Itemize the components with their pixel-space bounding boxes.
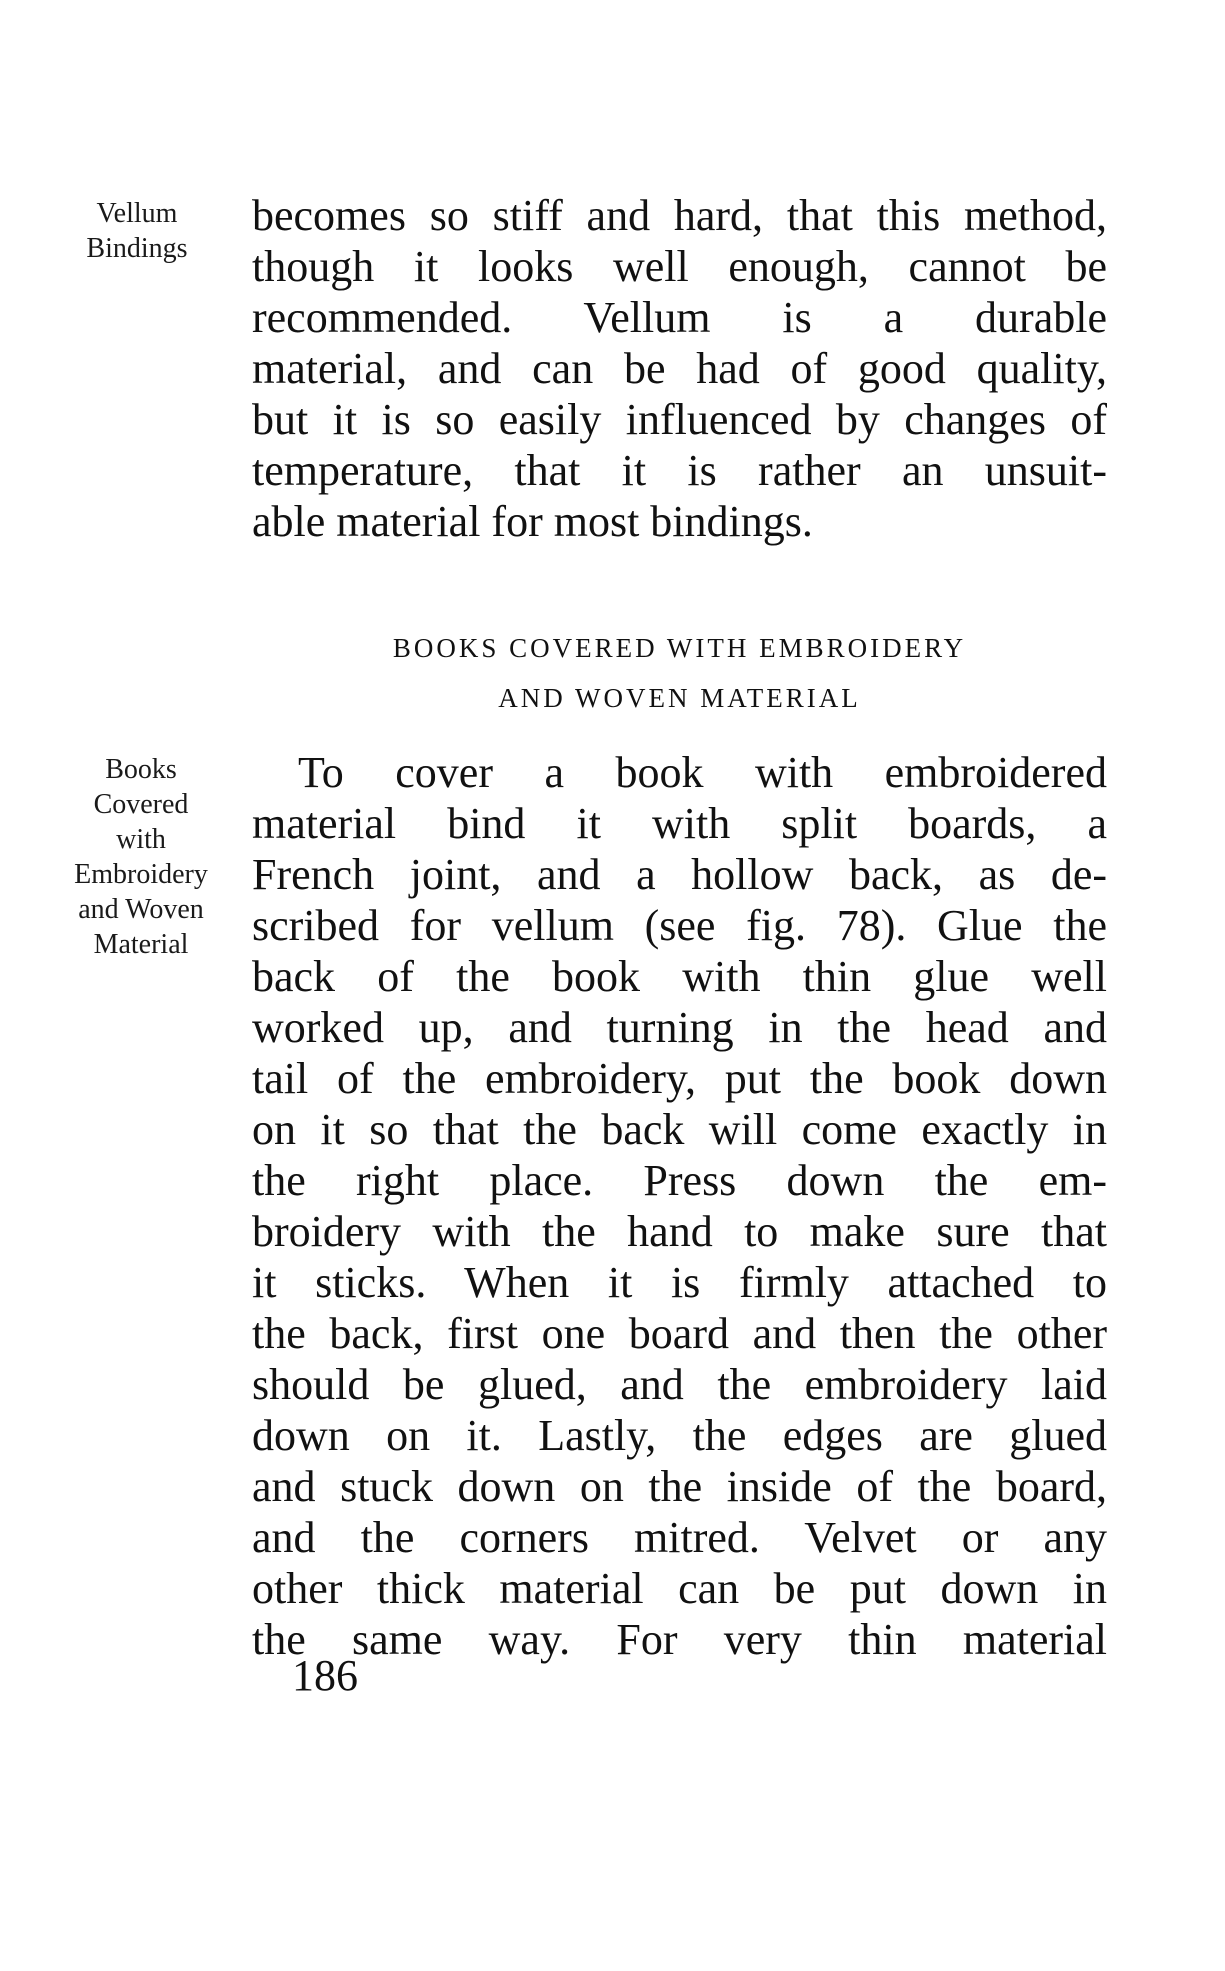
text-line: scribed for vellum (see fig. 78). Glue the [252, 901, 1107, 950]
text-line: back of the book with thin glue well [252, 952, 1107, 1001]
text-line: worked up, and turning in the head and [252, 1003, 1107, 1052]
text-line: temperature, that it is rather an unsuit- [252, 446, 1107, 495]
text-line: and the corners mitred. Velvet or any [252, 1513, 1107, 1562]
margin-note-line: and Woven [78, 894, 204, 925]
margin-note-line: Vellum [96, 198, 178, 229]
margin-note-line: Material [93, 929, 189, 960]
text-line: other thick material can be put down in [252, 1564, 1107, 1613]
paragraph-vellum [252, 190, 1107, 547]
margin-note-line: Books [105, 754, 177, 785]
text-line: down on it. Lastly, the edges are glued [252, 1411, 1107, 1460]
text-line: the same way. For very thin material [252, 1615, 1107, 1664]
margin-note-books-covered [46, 752, 236, 962]
text-line: the back, first one board and then the other [252, 1309, 1107, 1358]
section-heading [252, 623, 1107, 723]
margin-note-line: Bindings [86, 233, 188, 264]
text-line: the right place. Press down the em- [252, 1156, 1107, 1205]
text-line: though it looks well enough, cannot be [252, 242, 1107, 291]
text-line: tail of the embroidery, put the book down [252, 1054, 1107, 1103]
text-line: it sticks. When it is firmly attached to [252, 1258, 1107, 1307]
margin-note-line: Covered [93, 789, 189, 820]
text-line: French joint, and a hollow back, as de- [252, 850, 1107, 899]
text-line: able material for most bindings. [252, 497, 813, 546]
heading-line: AND WOVEN MATERIAL [498, 683, 861, 713]
margin-note-vellum-bindings [62, 196, 212, 266]
text-line: recommended. Vellum is a durable [252, 293, 1107, 342]
text-line: and stuck down on the inside of the board, [252, 1462, 1107, 1511]
text-line: should be glued, and the embroidery laid [252, 1360, 1107, 1409]
text-line: becomes so stiff and hard, that this method, [252, 191, 1107, 240]
margin-note-line: Embroidery [74, 859, 208, 890]
text-line: but it is so easily influenced by changes of [252, 395, 1107, 444]
margin-note-line: with [116, 824, 166, 855]
paragraph-embroidery [252, 747, 1107, 1665]
heading-line: BOOKS COVERED WITH EMBROIDERY [392, 633, 967, 663]
text-line: To cover a book with embroidered [298, 748, 1107, 797]
text-line: on it so that the back will come exactly in [252, 1105, 1107, 1154]
text-line: material bind it with split boards, a [252, 799, 1107, 848]
page-number: 186 [292, 1651, 358, 1700]
text-line: material, and can be had of good quality, [252, 344, 1107, 393]
text-line: broidery with the hand to make sure that [252, 1207, 1107, 1256]
